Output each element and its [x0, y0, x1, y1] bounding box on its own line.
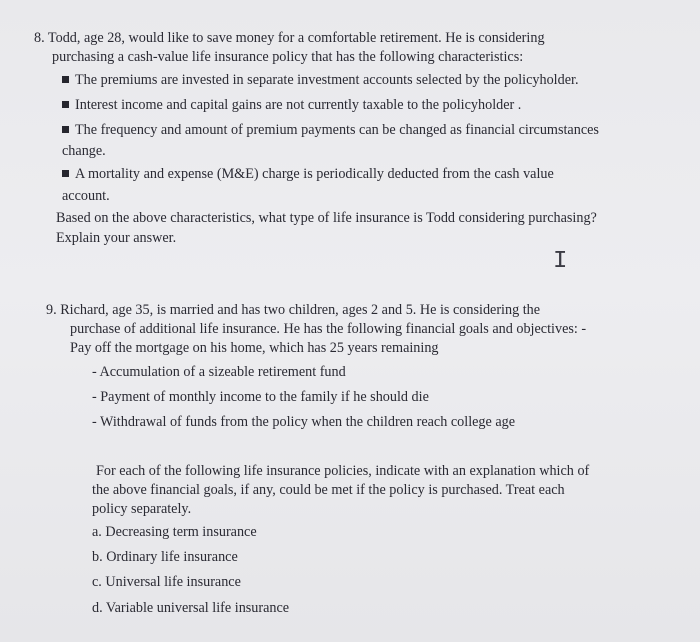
q8-line-1: 8. Todd, age 28, would like to save money for a comfortable retirement. He is considering — [34, 30, 545, 46]
q8-bullet-4-text: A mortality and expense (M&E) charge is periodically deducted from the cash value — [75, 166, 554, 182]
q9-option-a: a. Decreasing term insurance — [92, 524, 257, 540]
q9-option-d: d. Variable universal life insurance — [92, 600, 290, 616]
bullet-icon — [62, 170, 69, 177]
q8-question-1: Based on the above characteristics, what type of life insurance is Todd considering purchasing? — [56, 210, 597, 226]
q9-instruction-3: policy separately. — [92, 501, 192, 517]
q8-question-2: Explain your answer. — [56, 230, 177, 246]
bullet-icon — [62, 76, 69, 83]
q9-option-c: c. Universal life insurance — [92, 574, 241, 590]
text-cursor-icon: I — [553, 248, 568, 275]
q9-line-1: 9. Richard, age 35, is married and has two children, ages 2 and 5. He is considering the — [46, 302, 541, 318]
q9-goal-1: - Accumulation of a sizeable retirement fund — [92, 364, 346, 380]
q8-bullet-3 — [62, 121, 599, 139]
q8-bullet-4-cont: account. — [62, 188, 110, 204]
q9-goal-2: - Payment of monthly income to the family if he should die — [92, 389, 429, 405]
q8-bullet-1 — [62, 71, 579, 89]
q8-bullet-4 — [62, 165, 554, 183]
q8-line-2: purchasing a cash-value life insurance policy that has the following characteristics: — [52, 49, 524, 65]
bullet-icon — [62, 126, 69, 133]
q8-bullet-2-text: Interest income and capital gains are not currently taxable to the policyholder . — [75, 97, 522, 113]
bullet-icon — [62, 101, 69, 108]
q9-instruction-2: the above financial goals, if any, could be met if the policy is purchased. Treat each — [92, 482, 565, 498]
q9-line-3: Pay off the mortgage on his home, which has 25 years remaining — [70, 340, 439, 356]
q8-bullet-3-text: The frequency and amount of premium payments can be changed as financial circumstances — [75, 122, 599, 138]
q9-line-2: purchase of additional life insurance. He has the following financial goals and objectives: - — [70, 321, 587, 337]
q9-option-b: b. Ordinary life insurance — [92, 549, 238, 565]
q9-goal-3: - Withdrawal of funds from the policy when the children reach college age — [92, 414, 516, 430]
q9-instruction-1: For each of the following life insurance policies, indicate with an explanation which of — [96, 463, 590, 479]
q8-bullet-3-cont: change. — [62, 143, 106, 159]
q8-bullet-2 — [62, 96, 521, 114]
q8-bullet-1-text: The premiums are invested in separate investment accounts selected by the policyholder. — [75, 72, 579, 88]
